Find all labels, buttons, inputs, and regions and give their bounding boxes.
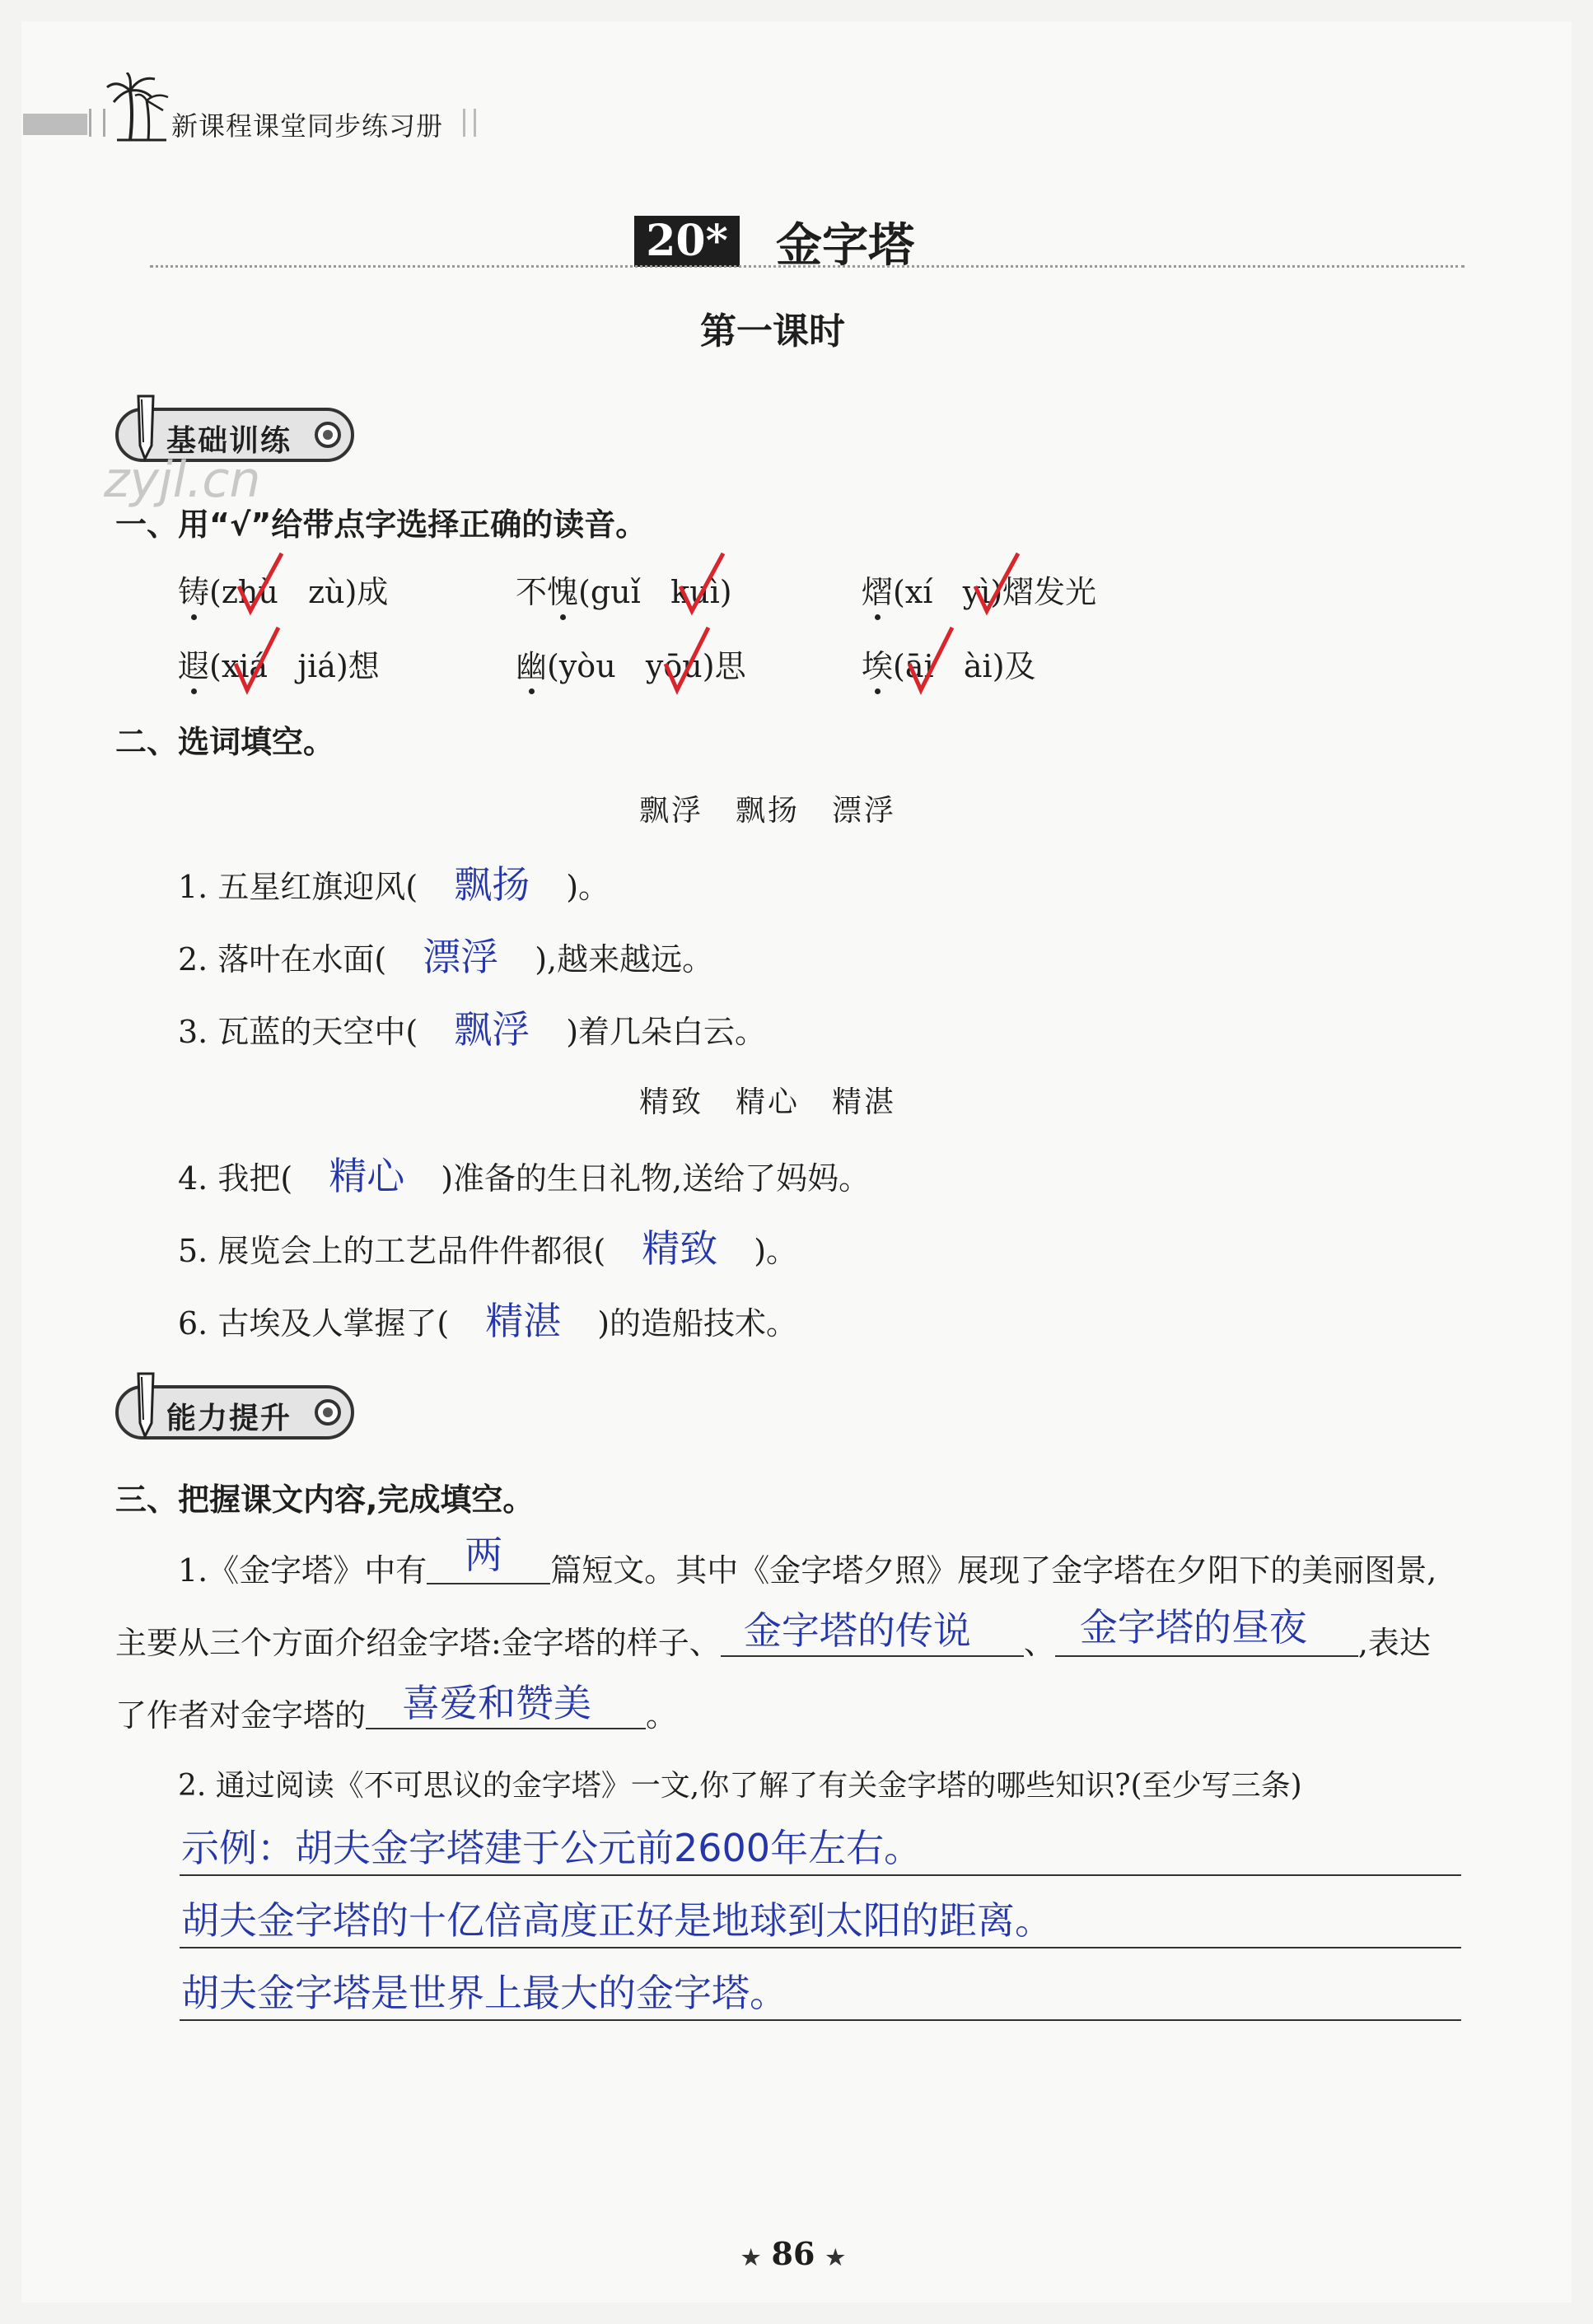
q2-options-1: 飘浮 飘扬 漂浮 (639, 794, 897, 828)
answer-line-text: 胡夫金字塔是世界上最大的金字塔。 (181, 1971, 787, 2015)
lesson-title: 金字塔 (776, 219, 914, 273)
check-mark-icon (677, 550, 726, 616)
header-bar (23, 114, 87, 135)
q2-options-2: 精致 精心 精湛 (639, 1085, 897, 1119)
star-icon: ★ (741, 2246, 761, 2270)
star-icon: ★ (825, 2246, 845, 2270)
q3-p2: 2. 通过阅读《不可思议的金字塔》一文,你了解了有关金字塔的哪些知识?(至少写三条) (178, 1769, 1302, 1803)
q2-item-4: 4. 我把( 精心 )准备的生日礼物,送给了妈妈。 (178, 1154, 871, 1198)
header-divider (89, 109, 105, 137)
palm-tree-icon (105, 72, 171, 142)
q1-item-5: 幽(yòu yōu)思 (516, 641, 746, 686)
answer-line-text: 示例：胡夫金字塔建于公元前2600年左右。 (181, 1826, 923, 1870)
answer-feeling: 喜爱和赞美 (402, 1681, 592, 1725)
q1-heading: 一、用“√”给带点字选择正确的读音。 (115, 506, 647, 543)
q2-item-3: 3. 瓦蓝的天空中( 飘浮 )着几朵白云。 (178, 1007, 767, 1052)
answer-line (180, 1874, 1461, 1876)
q3-heading: 三、把握课文内容,完成填空。 (115, 1482, 535, 1518)
check-mark-icon (236, 550, 285, 616)
q2-item-2: 2. 落叶在水面( 漂浮 ),越来越远。 (178, 935, 714, 979)
q1-item-2: 不愧(guǐ kuì) (516, 567, 732, 612)
watermark: zyjl.cn (104, 451, 261, 509)
section-label: 基础训练 (166, 424, 292, 458)
check-mark-icon (906, 624, 955, 693)
q3-p1-line1: 1.《金字塔》中有 两 篇短文。其中《金字塔夕照》展现了金字塔在夕阳下的美丽图景, (178, 1545, 1437, 1590)
q1-item-1: 铸(zhù zù)成 (178, 567, 388, 612)
q2-item-5: 5. 展览会上的工艺品件件都很( 精致 )。 (178, 1226, 798, 1271)
lesson-number: 20* (634, 216, 740, 267)
header-divider-right (463, 109, 476, 137)
q3-p1-line3: 了作者对金字塔的 喜爱和赞美 。 (115, 1690, 677, 1735)
section-badge-ability (115, 1385, 354, 1440)
q1-item-6: 埃(āi ài)及 (862, 641, 1036, 686)
answer-count: 两 (465, 1533, 503, 1577)
answer-legend: 金字塔的传说 (743, 1608, 971, 1653)
book-title: 新课程课堂同步练习册 (171, 110, 444, 142)
answer-line-text: 胡夫金字塔的十亿倍高度正好是地球到太阳的距离。 (181, 1898, 1053, 1943)
check-mark-icon (972, 550, 1021, 616)
q2-item-1: 1. 五星红旗迎风( 飘扬 )。 (178, 862, 610, 907)
q2-item-6: 6. 古埃及人掌握了( 精湛 )的造船技术。 (178, 1299, 798, 1343)
answer-day-night: 金字塔的昼夜 (1079, 1605, 1307, 1650)
title-divider (150, 265, 1465, 268)
page-number: ★ 86 ★ (741, 2235, 845, 2272)
pencil-icon (127, 1370, 163, 1440)
answer-line (180, 1947, 1461, 1948)
q1-item-4: 遐(xiá jiá)想 (178, 641, 380, 686)
badge-ring-icon (315, 1399, 341, 1426)
answer-line (180, 2019, 1461, 2021)
q2-heading: 二、选词填空。 (115, 724, 335, 760)
q3-p1-line2: 主要从三个方面介绍金字塔:金字塔的样子、 金字塔的传说 、 金字塔的昼夜 ,表达 (115, 1617, 1431, 1663)
check-mark-icon (232, 624, 282, 693)
badge-ring-icon (315, 422, 341, 448)
check-mark-icon (662, 624, 712, 693)
lesson-subtitle: 第一课时 (700, 310, 845, 352)
section-label: 能力提升 (166, 1402, 292, 1435)
q1-item-3: 熠(xí yì)熠发光 (862, 567, 1096, 612)
